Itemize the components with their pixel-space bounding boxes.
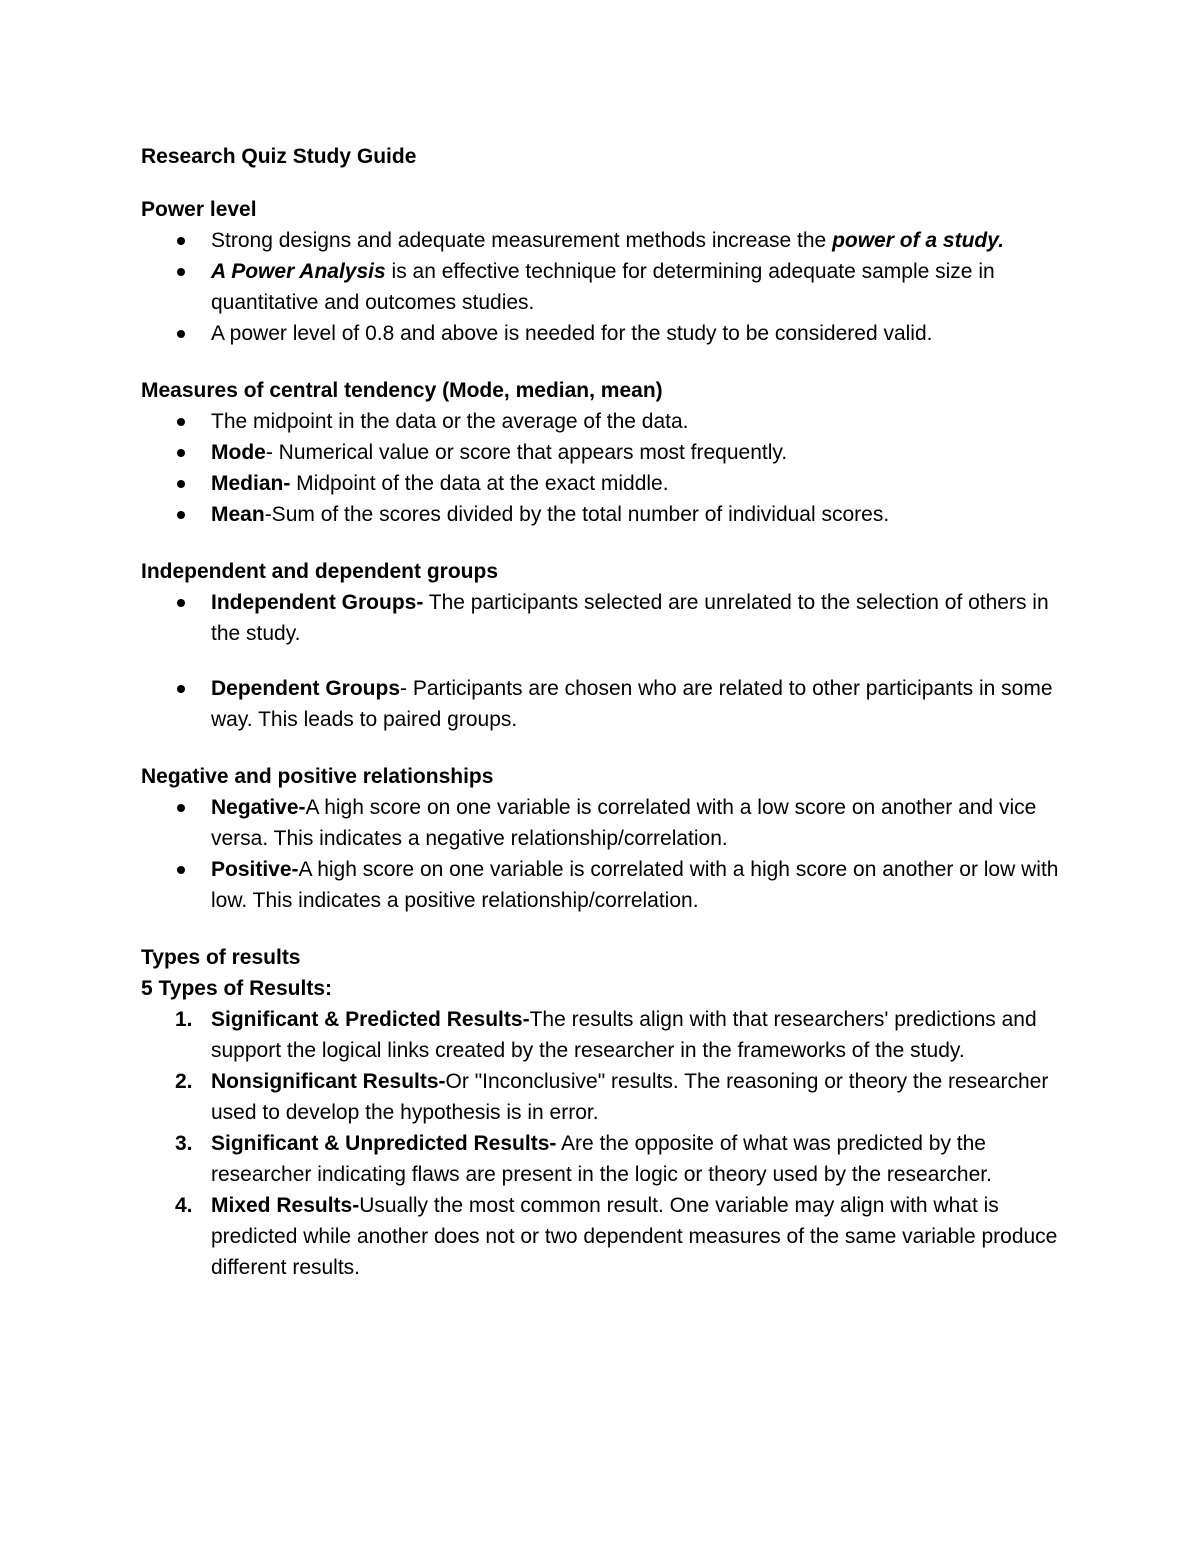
list-item: 2. Nonsignificant Results-Or "Inconclusive" results. The reasoning or theory the researcher used to develop the hypothesis is in error.	[141, 1066, 1071, 1128]
list-item: 4. Mixed Results-Usually the most common result. One variable may align with what is predicted while another does not or two dependent measures of the same variable produce different results.	[141, 1190, 1071, 1283]
list-item: Positive-A high score on one variable is correlated with a high score on another or low with low. This indicates a positive relationship/correlation.	[141, 854, 1071, 916]
list-item: A power level of 0.8 and above is needed for the study to be considered valid.	[141, 318, 1071, 349]
list-item: Negative-A high score on one variable is correlated with a low score on another and vice versa. This indicates a negative relationship/correlation.	[141, 792, 1071, 854]
list-number: 1.	[175, 1008, 193, 1031]
results-numbered-list	[141, 1004, 1071, 1283]
list-item: Dependent Groups- Participants are chosen who are related to other participants in some way. This leads to paired groups.	[141, 673, 1071, 735]
section-heading-results: Types of results	[141, 946, 301, 969]
results-subheading: 5 Types of Results:	[141, 977, 332, 1000]
list-item: Strong designs and adequate measurement methods increase the power of a study.	[141, 225, 1071, 256]
list-number: 2.	[175, 1070, 193, 1093]
list-item: Mean-Sum of the scores divided by the total number of individual scores.	[141, 499, 1071, 530]
list-item: Median- Midpoint of the data at the exact middle.	[141, 468, 1071, 499]
list-item: 1. Significant & Predicted Results-The results align with that researchers' predictions and support the logical links created by the researcher in the frameworks of the study.	[141, 1004, 1071, 1066]
relationships-bullet-list	[141, 792, 1071, 916]
power-bullet-list	[141, 225, 1071, 349]
list-item: Independent Groups- The participants selected are unrelated to the selection of others in the study.	[141, 587, 1071, 649]
list-item: Mode- Numerical value or score that appears most frequently.	[141, 437, 1071, 468]
document-title: Research Quiz Study Guide	[141, 145, 417, 168]
list-number: 4.	[175, 1194, 193, 1217]
section-heading-central-tendency: Measures of central tendency (Mode, median, mean)	[141, 379, 663, 402]
list-item: A Power Analysis is an effective technique for determining adequate sample size in quantitative and outcomes studies.	[141, 256, 1071, 318]
list-item: The midpoint in the data or the average of the data.	[141, 406, 1071, 437]
groups-bullet-list	[141, 587, 1071, 735]
section-heading-groups: Independent and dependent groups	[141, 560, 498, 583]
central-bullet-list	[141, 406, 1071, 530]
list-item: 3. Significant & Unpredicted Results- Are the opposite of what was predicted by the researcher indicating flaws are present in the logic or theory used by the researcher.	[141, 1128, 1071, 1190]
list-number: 3.	[175, 1132, 193, 1155]
section-heading-relationships: Negative and positive relationships	[141, 765, 494, 788]
document-body	[141, 141, 1071, 1283]
section-heading-power: Power level	[141, 198, 257, 221]
